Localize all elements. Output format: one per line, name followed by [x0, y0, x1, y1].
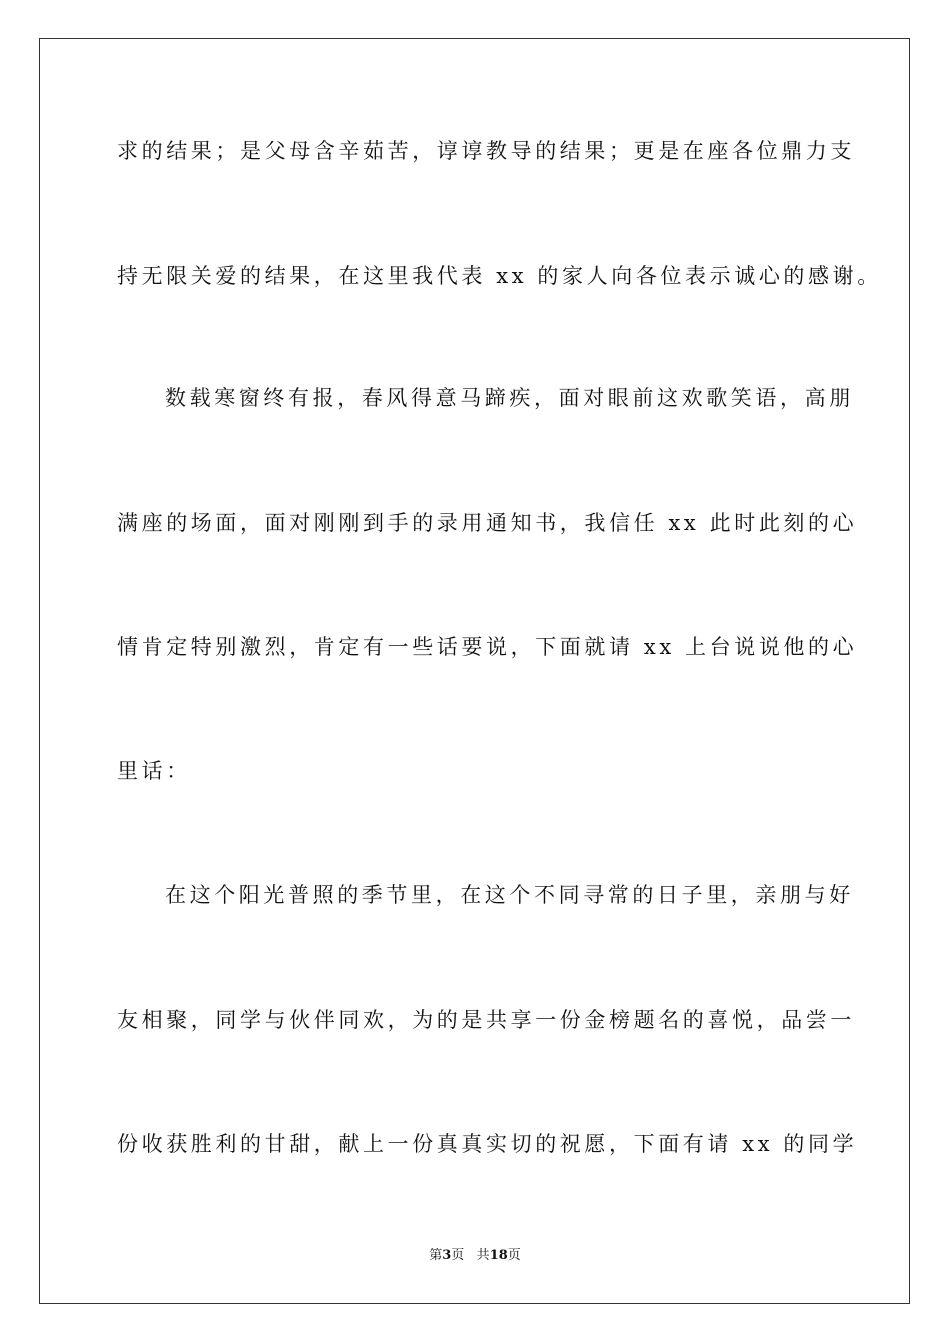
total-pages: 18	[489, 1248, 508, 1263]
paragraph-line: 情肯定特别激烈，肯定有一些话要说，下面就请 xx 上台说说他的心	[117, 635, 858, 659]
paragraph-line: 数载寒窗终有报，春风得意马蹄疾，面对眼前这欢歌笑语，高朋	[165, 386, 854, 410]
page-footer	[0, 1248, 950, 1264]
paragraph-line: 求的结果；是父母含辛茹苦，谆谆教导的结果；更是在座各位鼎力支	[117, 139, 855, 163]
paragraph-line: 在这个阳光普照的季节里，在这个不同寻常的日子里，亲朋与好	[165, 883, 854, 907]
paragraph-line: 友相聚，同学与伙伴同欢，为的是共享一份金榜题名的喜悦，品尝一	[117, 1008, 855, 1032]
paragraph-line: 持无限关爱的结果，在这里我代表 xx 的家人向各位表示诚心的感谢。	[117, 264, 882, 288]
total-suffix: 页	[507, 1248, 521, 1263]
page-prefix: 第	[429, 1248, 443, 1263]
paragraph-line: 里话：	[117, 759, 191, 783]
page-suffix: 页	[451, 1248, 465, 1263]
page-border	[39, 38, 910, 1304]
total-prefix: 共	[476, 1248, 490, 1263]
paragraph-line: 满座的场面，面对刚刚到手的录用通知书，我信任 xx 此时此刻的心	[117, 511, 858, 535]
page-number: 3	[442, 1248, 452, 1263]
paragraph-line: 份收获胜利的甘甜，献上一份真真实切的祝愿，下面有请 xx 的同学	[117, 1132, 858, 1156]
